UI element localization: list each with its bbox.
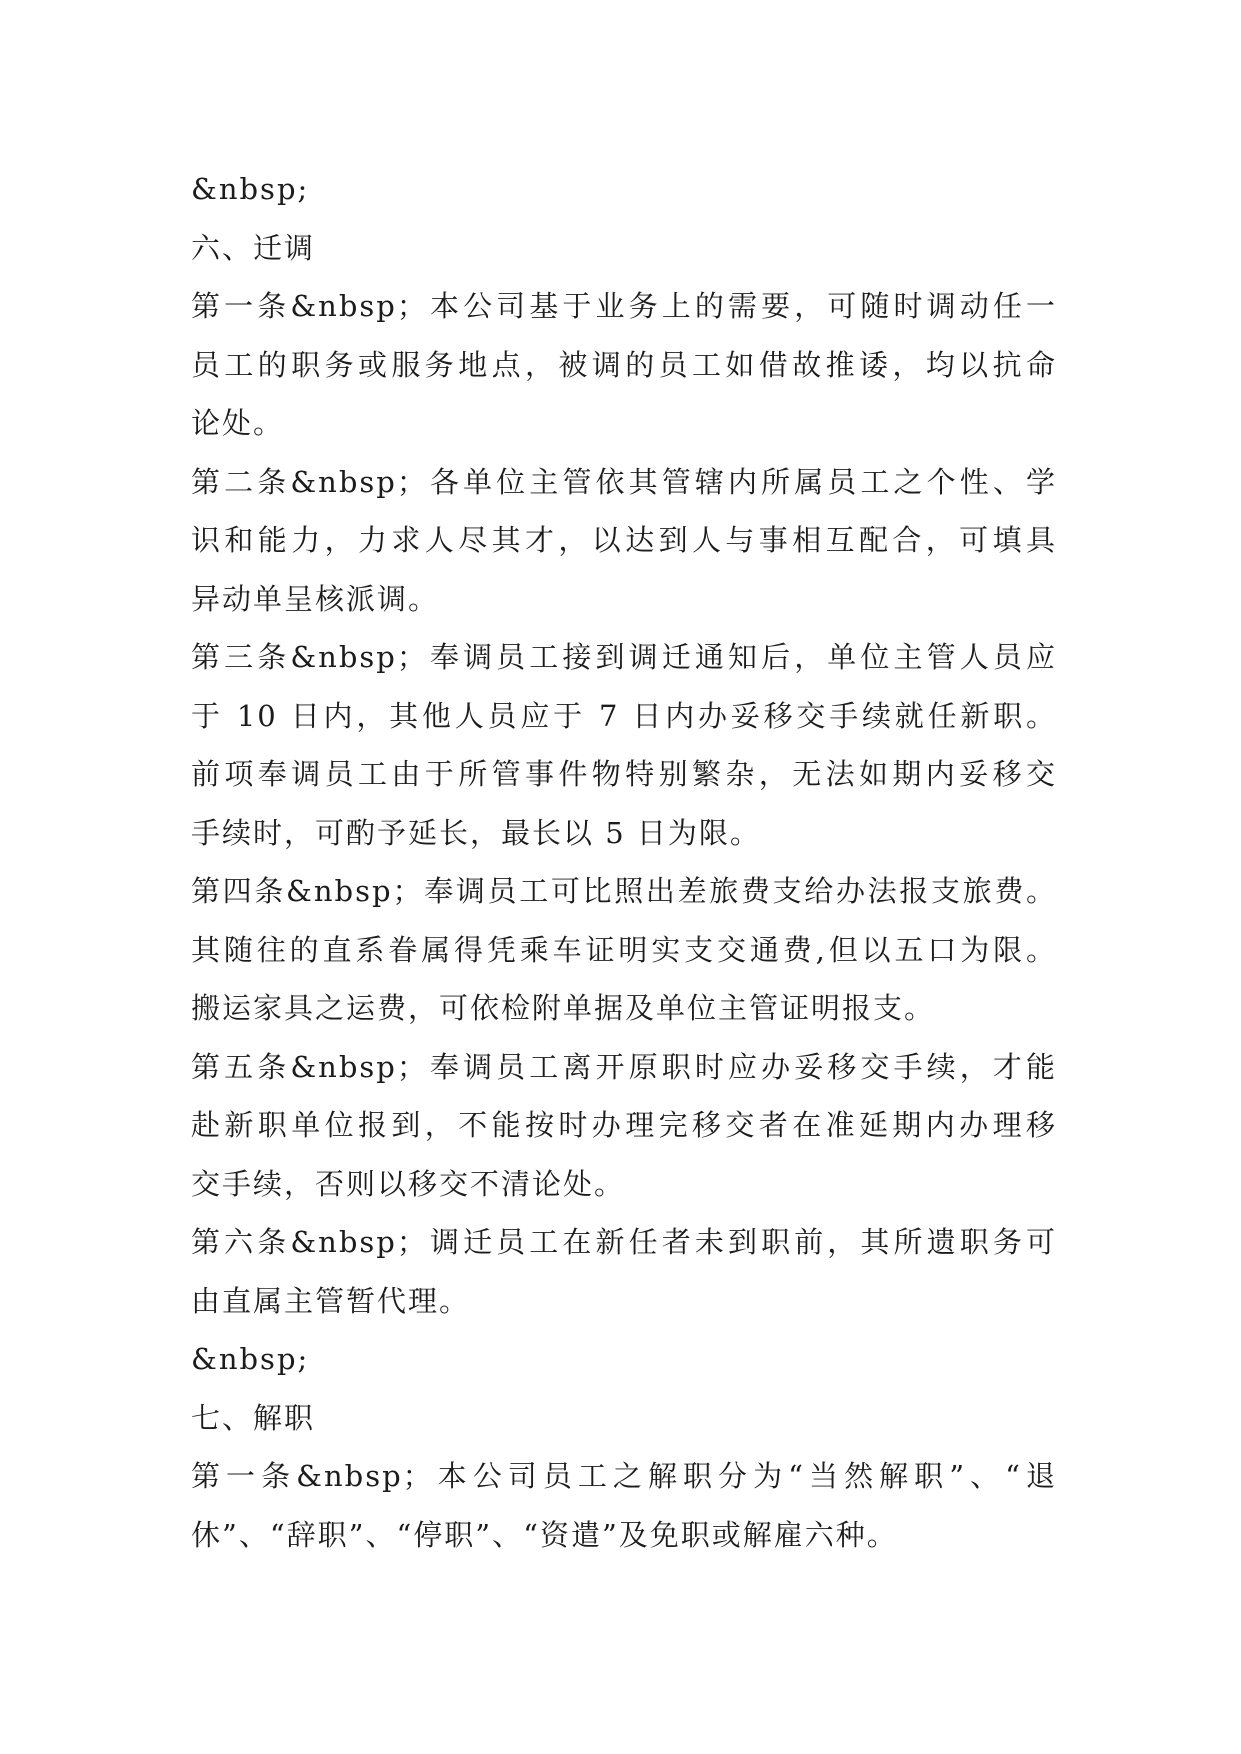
- paragraph-line: 交手续，否则以移交不清论处。: [191, 1166, 626, 1201]
- section-heading: 七、解职: [191, 1400, 316, 1435]
- paragraph-line: 第四条&nbsp；奉调员工可比照出差旅费支给办法报支旅费。: [191, 874, 1057, 908]
- paragraph-line: 其随往的直系眷属得凭乘车证明实支交通费,但以五口为限。: [191, 932, 1057, 967]
- blank-line: &nbsp;: [191, 172, 310, 206]
- article-2: [191, 453, 1057, 629]
- article-1: [191, 277, 1057, 453]
- section-heading: 六、迁调: [191, 230, 316, 265]
- paragraph-line: 第一条&nbsp；本公司基于业务上的需要，可随时调动任一: [191, 289, 1057, 323]
- paragraph-line: 员工的职务或服务地点，被调的员工如借故推诿，均以抗命: [191, 347, 1057, 382]
- article-1: [191, 1447, 1057, 1564]
- paragraph-line: 识和能力，力求人尽其才，以达到人与事相互配合，可填具: [191, 523, 1057, 557]
- paragraph-line: 手续时，可酌予延长，最长以 5 日为限。: [191, 815, 761, 850]
- paragraph-line: 休”、“辞职”、“停职”、“资遣”及免职或解雇六种。: [191, 1517, 898, 1552]
- paragraph-line: 第三条&nbsp；奉调员工接到调迁通知后，单位主管人员应: [191, 640, 1057, 674]
- section-transfer: [191, 219, 1057, 1331]
- article-6: [191, 1213, 1057, 1330]
- paragraph-line: 论处。: [191, 406, 285, 440]
- paragraph-line: 第五条&nbsp；奉调员工离开原职时应办妥移交手续，才能: [191, 1049, 1057, 1084]
- paragraph-line: 前项奉调员工由于所管事件物特别繁杂，无法如期内妥移交: [191, 757, 1057, 791]
- paragraph-line: 第二条&nbsp；各单位主管依其管辖内所属员工之个性、学: [191, 464, 1057, 499]
- paragraph-line: 于 10 日内，其他人员应于 7 日内办妥移交手续就任新职。: [191, 698, 1057, 733]
- paragraph-line: 搬运家具之运费，可依检附单据及单位主管证明报支。: [191, 991, 936, 1025]
- paragraph-line: 由直属主管暂代理。: [191, 1283, 471, 1318]
- article-3: [191, 628, 1057, 862]
- blank-line: &nbsp;: [191, 1342, 310, 1376]
- document-body: [191, 160, 1057, 1564]
- article-5: [191, 1038, 1057, 1214]
- paragraph-line: 第一条&nbsp；本公司员工之解职分为“当然解职”、“退: [191, 1459, 1057, 1493]
- section-dismissal: [191, 1389, 1057, 1565]
- paragraph-line: 异动单呈核派调。: [191, 581, 440, 616]
- paragraph-line: 赴新职单位报到，不能按时办理完移交者在准延期内办理移: [191, 1108, 1057, 1142]
- paragraph-line: 第六条&nbsp；调迁员工在新任者未到职前，其所遗职务可: [191, 1225, 1057, 1259]
- article-4: [191, 862, 1057, 1038]
